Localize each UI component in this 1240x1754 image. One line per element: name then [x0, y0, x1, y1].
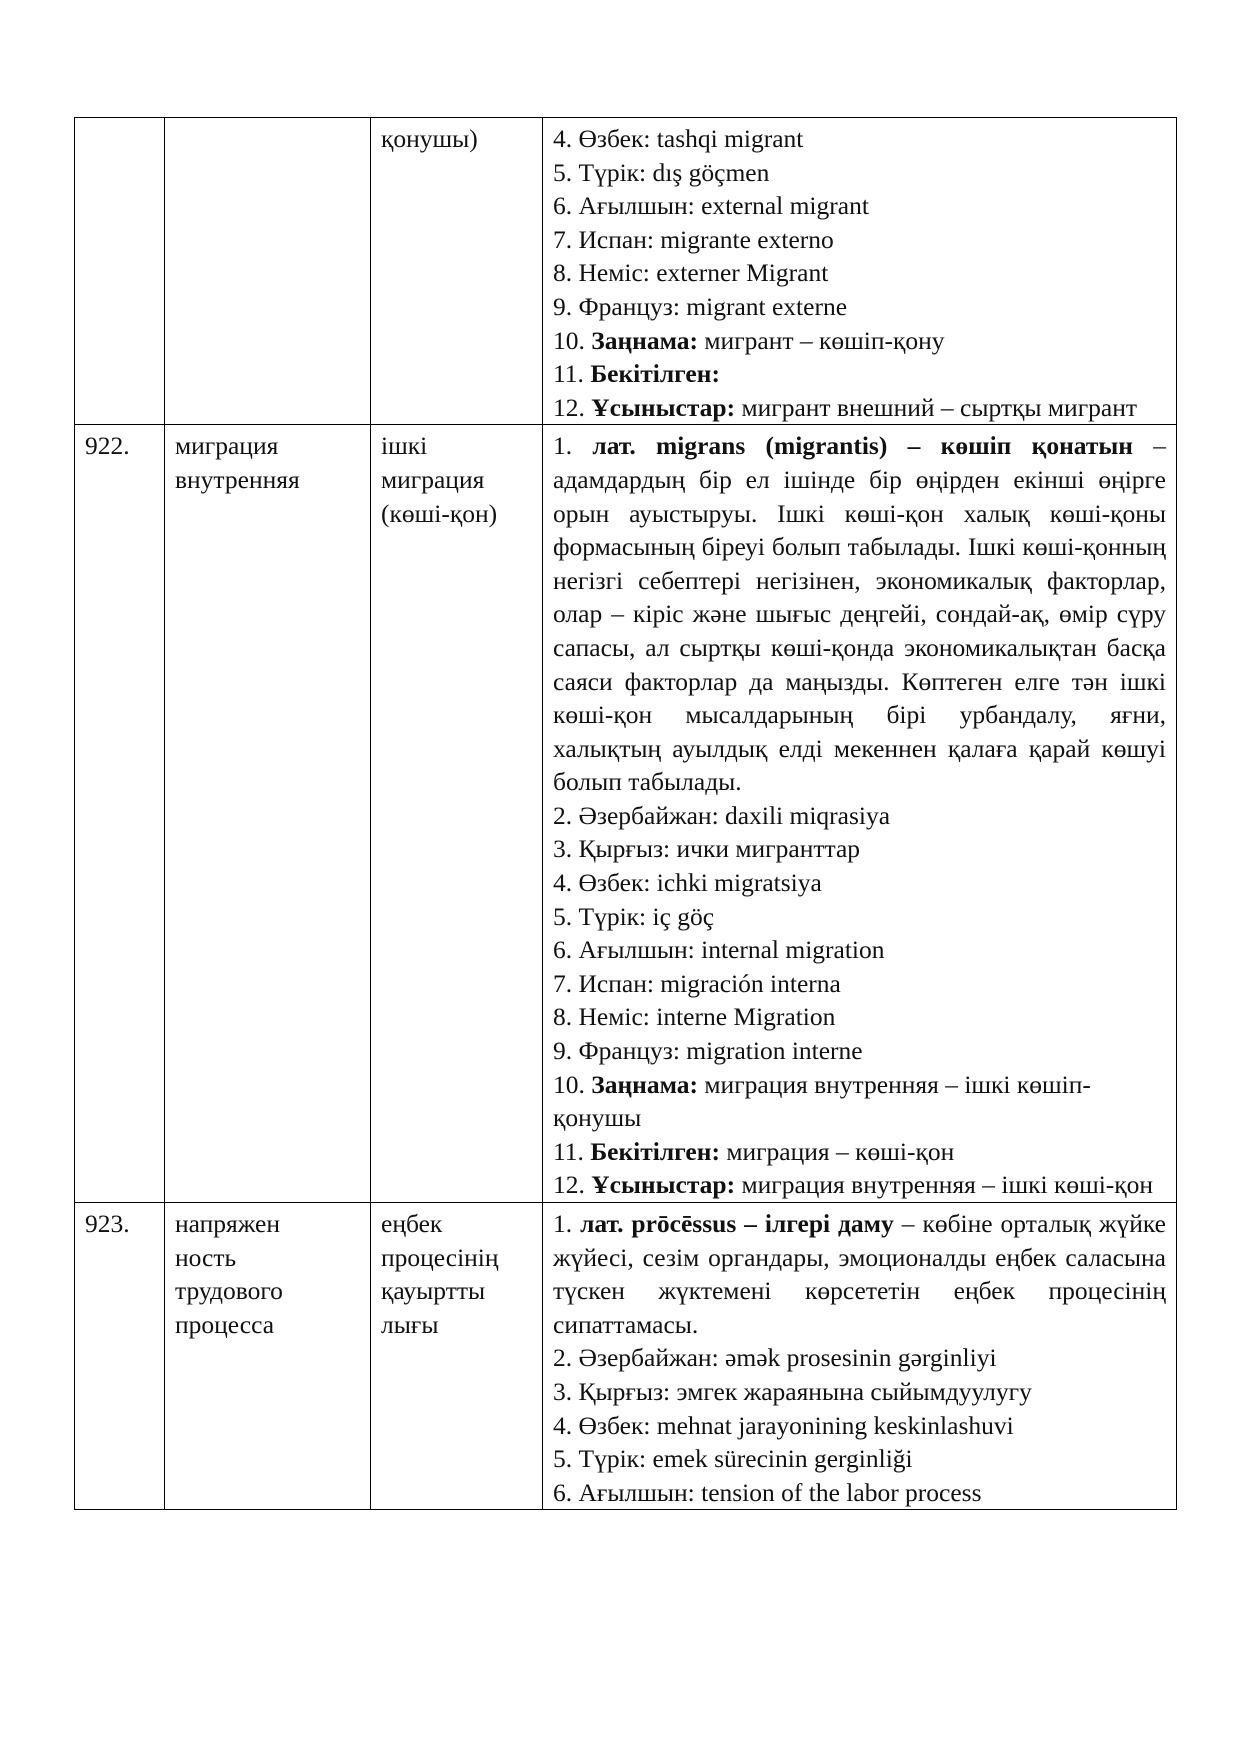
russian-term: [165, 1203, 371, 1510]
term-definition: [543, 425, 1177, 1203]
etymology-paragraph: [553, 429, 1166, 799]
line-text: 2. Әзербайжан: əmək prosesinin gərginliyi: [553, 1343, 997, 1373]
table-row: [75, 425, 1177, 1203]
russian-term: [165, 425, 371, 1203]
translation-line: [553, 290, 1166, 324]
russian-term-line: процесса: [175, 1309, 275, 1339]
translation-line: [553, 391, 1166, 425]
russian-term-line: ность: [175, 1242, 237, 1272]
line-text: 5. Түрік: dış göçmen: [553, 157, 770, 187]
translation-line: [553, 122, 1166, 156]
etymology-bold: лат. prōcēssus – ілгері даму: [580, 1209, 894, 1238]
item-prefix: 12.: [553, 392, 592, 422]
translation-line: [553, 933, 1166, 967]
kazakh-term-line: еңбек: [381, 1209, 443, 1238]
line-text: 8. Неміс: interne Migration: [553, 1002, 836, 1032]
translation-line: [553, 1000, 1166, 1034]
kazakh-term-line: (көші-қон): [381, 498, 498, 528]
line-text: 5. Түрік: emek sürecinin gerginliği: [553, 1444, 913, 1474]
translation-line: [553, 866, 1166, 900]
translation-line: [553, 1375, 1166, 1409]
etymology-text: – адамдардың бір ел ішінде бір өңірден екінші өңірге орын ауыстыруы. Ішкі көші-қон халық көші-қоны формасының біреуі болып табылады. Ішкі көші-қонның негізгі себептері негізінен, экономикалық факторлар, олар – кіріс және шығыс деңгейі, сондай-ақ, өмір сүру сапасы, ал сыртқы көші-қонда экономикалықтан басқа саяси факторлар да маңызды. Көптеген елге тән ішкі көші-қон мысалдарының бірі урбандалу, яғни, халықтың ауылдық елді мекеннен қалаға қарай көшуі болып табылады.: [553, 431, 1167, 797]
russian-term: [165, 118, 371, 425]
etymology-paragraph: [553, 1207, 1166, 1341]
kazakh-term-line: ішкі: [381, 431, 428, 461]
line-label: Заңнама:: [591, 1069, 699, 1099]
line-text: 5. Түрік: iç göç: [553, 901, 715, 931]
term-number: [75, 118, 165, 425]
translation-line: [553, 1135, 1166, 1169]
kazakh-term-line: миграция: [381, 464, 485, 494]
russian-term-line: миграция: [175, 431, 279, 461]
table-body: [75, 118, 1177, 1510]
line-text: 4. Өзбек: ichki migratsiya: [553, 868, 822, 898]
item-prefix: 11.: [553, 359, 591, 389]
kazakh-term-line: қауыртты: [381, 1276, 486, 1306]
kazakh-term: [371, 1203, 543, 1510]
line-text: миграция – көші-қон: [719, 1136, 955, 1166]
line-label: Заңнама:: [591, 325, 699, 355]
line-text: 4. Өзбек: mehnat jarayonining keskinlashuvi: [553, 1410, 1014, 1440]
item-prefix: 11.: [553, 1136, 591, 1166]
translation-line: [553, 1168, 1166, 1202]
terminology-table: [74, 117, 1177, 1510]
line-text: мигрант внешний – сыртқы мигрант: [735, 392, 1138, 422]
translation-line: [553, 256, 1166, 290]
term-definition: [543, 118, 1177, 425]
translation-line: [553, 1476, 1166, 1510]
line-text: 8. Неміс: externer Migrant: [553, 258, 829, 288]
kazakh-term-line: процесінің: [381, 1242, 499, 1272]
translation-line: [553, 1068, 1166, 1135]
item-prefix: 12.: [553, 1170, 592, 1200]
table-row: [75, 118, 1177, 425]
kazakh-term: [371, 425, 543, 1203]
line-label: Бекітілген:: [590, 359, 720, 389]
line-text: 7. Испан: migración interna: [553, 968, 841, 998]
item-prefix: 10.: [553, 1069, 592, 1099]
line-text: 9. Француз: migrant externe: [553, 291, 848, 321]
term-number: 922.: [75, 425, 165, 1203]
kazakh-term-line: қонушы): [381, 124, 478, 153]
kazakh-term-line: лығы: [381, 1309, 439, 1339]
line-text: 3. Қырғыз: эмгек жараянына сыйымдуулугу: [553, 1376, 1032, 1406]
russian-term-line: внутренняя: [175, 464, 300, 494]
item-prefix: 1.: [553, 1209, 581, 1238]
translation-line: [553, 1442, 1166, 1476]
translation-line: [553, 799, 1166, 833]
line-text: 6. Ағылшын: internal migration: [553, 935, 885, 965]
line-text: 3. Қырғыз: ички мигранттар: [553, 834, 861, 864]
line-text: 6. Ағылшын: tension of the labor process: [553, 1477, 982, 1507]
line-text: 4. Өзбек: tashqi migrant: [553, 124, 804, 153]
translation-line: [553, 324, 1166, 358]
translation-line: [553, 900, 1166, 934]
item-prefix: 10.: [553, 325, 592, 355]
etymology-text: – көбіне орталық жүйке жүйесі, сезім органдары, эмоционалды еңбек саласына түскен жүктемені көрсететін еңбек процесінің сипаттамасы.: [553, 1209, 1166, 1339]
etymology-bold: лат. migrans (migrantis) – көшіп қонатын: [592, 431, 1133, 461]
translation-line: [553, 967, 1166, 1001]
line-text: 6. Ағылшын: external migrant: [553, 191, 869, 221]
line-label: Ұсыныстар:: [591, 1170, 736, 1200]
line-text: 9. Француз: migration interne: [553, 1036, 863, 1066]
translation-line: [553, 1341, 1166, 1375]
translation-line: [553, 832, 1166, 866]
kazakh-term: [371, 118, 543, 425]
line-text: миграция внутренняя – ішкі көші-қон: [735, 1170, 1154, 1200]
translation-line: [553, 1034, 1166, 1068]
line-label: Ұсыныстар:: [591, 392, 736, 422]
russian-term-line: трудового: [175, 1276, 283, 1306]
translation-line: [553, 156, 1166, 190]
line-text: мигрант – көшіп-қону: [698, 325, 945, 355]
line-label: Бекітілген:: [590, 1136, 720, 1166]
line-text: миграция внутренняя – ішкі көшіп-қонушы: [553, 1069, 1091, 1133]
translation-line: [553, 1409, 1166, 1443]
line-text: 2. Әзербайжан: daxili miqrasiya: [553, 800, 891, 830]
term-definition: [543, 1203, 1177, 1510]
item-prefix: 1.: [553, 431, 593, 461]
translation-line: [553, 223, 1166, 257]
line-text: 7. Испан: migrante externo: [553, 224, 834, 254]
translation-line: [553, 189, 1166, 223]
table-row: [75, 1203, 1177, 1510]
translation-line: [553, 357, 1166, 391]
russian-term-line: напряжен: [175, 1209, 281, 1238]
term-number: 923.: [75, 1203, 165, 1510]
